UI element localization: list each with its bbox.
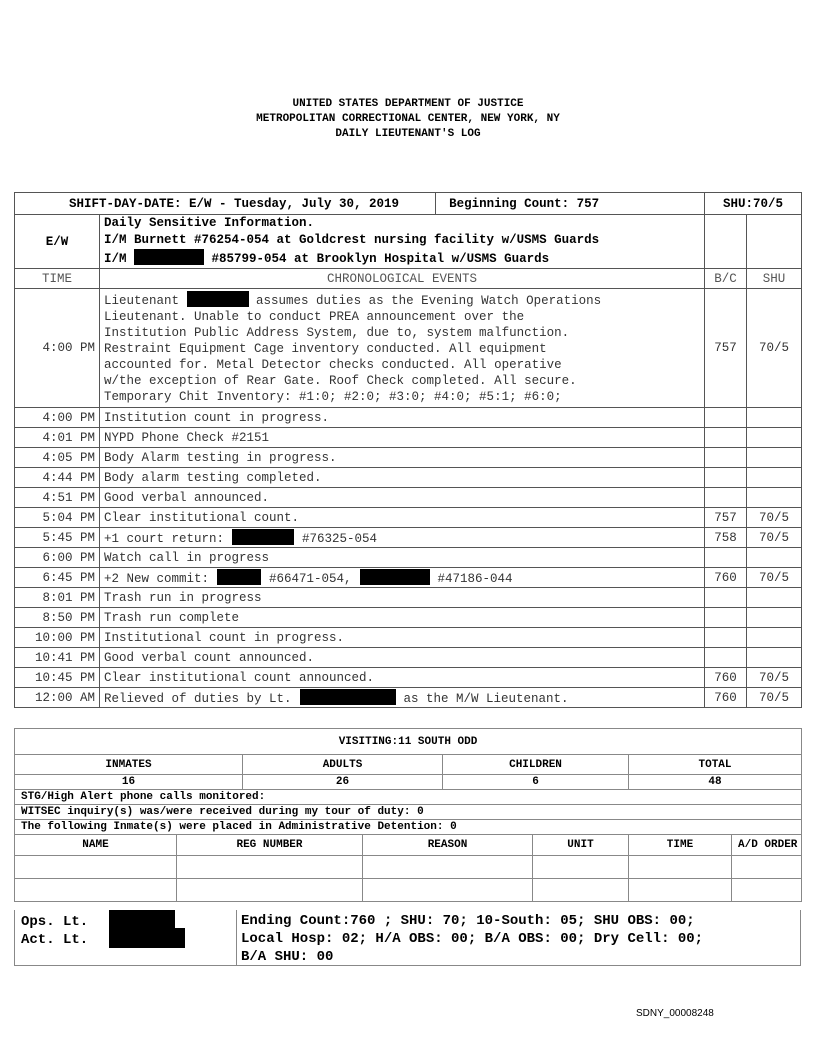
redaction [300,689,396,705]
entry-time: 4:01 PM [15,428,100,448]
entry-event: Good verbal announced. [100,488,705,508]
log-entry [15,548,802,568]
entry-time: 10:45 PM [15,668,100,688]
entry-shu: 70/5 [747,568,802,588]
act-lt-label: Act. Lt. [21,932,89,948]
entry-shu [747,408,802,428]
entry-event: Trash run complete [100,608,705,628]
entry-event: Clear institutional count announced. [100,668,705,688]
entry-event: Institutional count in progress. [100,628,705,648]
entry-time: 6:45 PM [15,568,100,588]
stg-note: STG/High Alert phone calls monitored: [15,790,802,805]
redaction [232,529,294,545]
ad-header-reason: REASON [363,835,533,856]
entry-event: Relieved of duties by Lt. as the M/W Lieutenant. [100,688,705,708]
ops-lt-label: Ops. Lt. [21,914,89,930]
entry-shu [747,588,802,608]
entry-event: NYPD Phone Check #2151 [100,428,705,448]
sensitive-line-1: I/M Burnett #76254-054 at Goldcrest nursing facility w/USMS Guards [104,233,600,247]
entry-shu [747,628,802,648]
entry-shu [747,428,802,448]
entry-time: 4:51 PM [15,488,100,508]
redaction [109,910,175,930]
document-header [0,97,816,142]
signoff-section [14,910,801,966]
entry-shu: 70/5 [747,508,802,528]
column-header-time: TIME [15,269,100,289]
entry-shu: 70/5 [747,668,802,688]
shu-count-header: SHU:70/5 [705,193,802,215]
entry-bc [705,448,747,468]
log-entry [15,408,802,428]
entry-bc [705,588,747,608]
entry-time: 12:00 AM [15,688,100,708]
entry-bc [705,408,747,428]
sensitive-info [100,215,705,269]
entry-shu [747,448,802,468]
entry-bc [705,548,747,568]
entry-event: Trash run in progress [100,588,705,608]
visiting-header-adults: ADULTS [243,755,443,775]
sensitive-line-2: I/M #85799-054 at Brooklyn Hospital w/USMS Guards [104,249,700,268]
log-entry [15,448,802,468]
entry-time: 6:00 PM [15,548,100,568]
beginning-count: Beginning Count: 757 [449,196,600,211]
entry-shu [747,488,802,508]
bates-number: SDNY_00008248 [636,1008,714,1019]
ad-header-name: NAME [15,835,177,856]
visiting-header-inmates: INMATES [15,755,243,775]
entry-bc: 760 [705,688,747,708]
entry-event: Watch call in progress [100,548,705,568]
column-header-events: CHRONOLOGICAL EVENTS [100,269,705,289]
log-entry [15,608,802,628]
log-entry [15,668,802,688]
entry-time: 10:00 PM [15,628,100,648]
column-header-shu: SHU [747,269,802,289]
entry-event: Clear institutional count. [100,508,705,528]
log-entry [15,648,802,668]
entry-time: 10:41 PM [15,648,100,668]
redaction [217,569,261,585]
entry-event: Body Alarm testing in progress. [100,448,705,468]
entry-time: 4:00 PM [15,408,100,428]
visiting-adults-value: 26 [243,775,443,790]
ending-count-line-1: Ending Count:760 ; SHU: 70; 10-South: 05; SHU OBS: 00; [241,913,695,929]
entry-shu: 70/5 [747,688,802,708]
entry-bc: 757 [705,508,747,528]
shift-code: E/W [15,215,100,269]
entry-time: 8:01 PM [15,588,100,608]
log-entry [15,568,802,588]
visiting-inmates-value: 16 [15,775,243,790]
visiting-children-value: 6 [443,775,629,790]
witsec-note: WITSEC inquiry(s) was/were received during my tour of duty: 0 [15,805,802,820]
entry-event: Good verbal count announced. [100,648,705,668]
log-entry [15,588,802,608]
visiting-total-value: 48 [629,775,802,790]
ending-count-line-2: Local Hosp: 02; H/A OBS: 00; B/A OBS: 00; Dry Cell: 00; [241,931,704,947]
entry-time: 4:05 PM [15,448,100,468]
log-entry [15,468,802,488]
entry-shu [747,548,802,568]
log-entry: 4:00 PM Lieutenant assumes duties as the Evening Watch Operations Lieutenant. Unable to conduct PREA announcement over the Institution Public Address System, due to, system malfunction. Restraint Equipment Cage inventory conducted. All equipment accounted for. Metal Detector checks conducted. All operative w/the exception of Rear Gate. Roof Check completed. All secure. Temporary Chit Inventory: #1:0; #2:0; #3:0; #4:0; #5:1; #6:0; 757 70/5 [15,289,802,408]
log-entry [15,688,802,708]
ad-row [15,879,802,902]
entry-time: 4:44 PM [15,468,100,488]
header-facility: METROPOLITAN CORRECTIONAL CENTER, NEW YORK, NY [256,113,560,125]
entry-shu [747,608,802,628]
shift-day-date: SHIFT-DAY-DATE: E/W - Tuesday, July 30, 2019 [69,196,400,211]
log-entry [15,628,802,648]
entry-bc: 758 [705,528,747,548]
redaction [360,569,430,585]
entry-event: +2 New commit: #66471-054, #47186-044 [100,568,705,588]
entry-shu [747,648,802,668]
ad-row [15,856,802,879]
visiting-header-children: CHILDREN [443,755,629,775]
entry-bc [705,428,747,448]
column-header-bc: B/C [705,269,747,289]
entry-event: Institution count in progress. [100,408,705,428]
redaction [187,291,249,307]
entry-event: Body alarm testing completed. [100,468,705,488]
log-entry [15,508,802,528]
header-log-title: DAILY LIEUTENANT'S LOG [335,128,481,140]
redaction [109,928,185,948]
log-entry [15,428,802,448]
entry-bc: 760 [705,668,747,688]
visiting-table [14,728,802,902]
entry-bc [705,628,747,648]
entry-bc [705,608,747,628]
entry-bc [705,488,747,508]
ad-header-unit: UNIT [533,835,629,856]
entry-time: 5:45 PM [15,528,100,548]
entry-bc: 760 [705,568,747,588]
header-agency: UNITED STATES DEPARTMENT OF JUSTICE [292,98,524,110]
lieutenant-log-table [14,192,802,708]
entry-bc [705,468,747,488]
entry-shu [747,468,802,488]
entry-bc [705,648,747,668]
log-entry [15,488,802,508]
entry-time: 8:50 PM [15,608,100,628]
entry-event: +1 court return: #76325-054 [100,528,705,548]
visiting-header-total: TOTAL [629,755,802,775]
visiting-title: VISITING:11 SOUTH ODD [15,729,802,755]
entry-shu: 70/5 [747,528,802,548]
admin-detention-note: The following Inmate(s) were placed in Administrative Detention: 0 [15,820,802,835]
ad-header-order: A/D ORDER [732,835,802,856]
ad-header-reg: REG NUMBER [177,835,363,856]
redaction [134,249,204,265]
sensitive-title: Daily Sensitive Information. [104,216,315,230]
log-entry [15,528,802,548]
entry-time: 5:04 PM [15,508,100,528]
ending-count-line-3: B/A SHU: 00 [241,949,334,965]
ad-header-time: TIME [629,835,732,856]
